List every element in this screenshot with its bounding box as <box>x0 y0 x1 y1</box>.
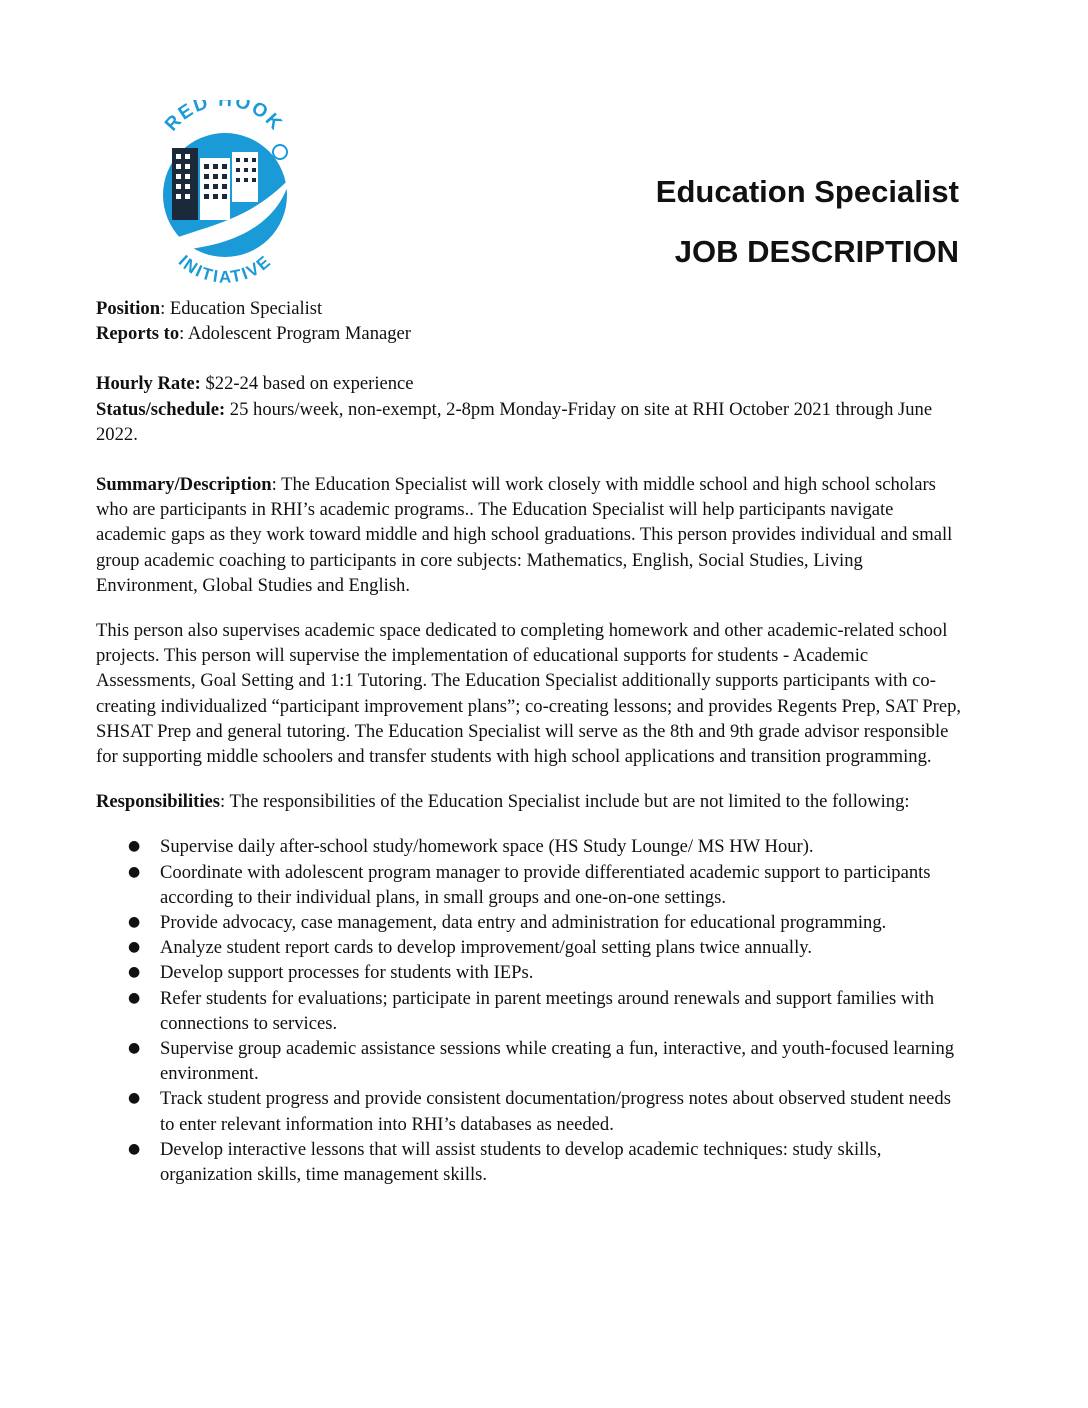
bullet-icon: ● <box>128 1040 141 1057</box>
bullet-icon: ● <box>128 989 141 1006</box>
red-hook-initiative-logo <box>140 100 310 285</box>
summary-label: Summary/Description <box>96 474 272 496</box>
list-item-text: Supervise daily after-school study/homework space (HS Study Lounge/ MS HW Hour). <box>160 836 814 858</box>
bullet-icon: ● <box>128 863 141 880</box>
hourly-rate-line <box>96 371 964 396</box>
hourly-rate-label: Hourly Rate: <box>96 373 201 395</box>
responsibilities-intro <box>96 789 964 814</box>
list-item-text: Supervise group academic assistance sessions while creating a fun, interactive, and youth-focused learning environment. <box>160 1038 955 1085</box>
status-value: 25 hours/week, non-exempt, 2-8pm Monday-Friday on site at RHI October 2021 through June 2022. <box>96 398 933 445</box>
bullet-icon: ● <box>128 1140 141 1157</box>
list-item <box>96 960 964 985</box>
summary-paragraph <box>96 472 964 598</box>
reports-to-value: : Adolescent Program Manager <box>179 323 411 345</box>
logo-bottom-text: INITIATIVE <box>174 251 276 285</box>
list-item <box>96 860 964 910</box>
list-item-text: Refer students for evaluations; participate in parent meetings around renewals and support families with connections to services. <box>160 987 934 1034</box>
bullet-icon: ● <box>128 939 141 956</box>
reports-to-label: Reports to <box>96 323 180 345</box>
position-line <box>96 296 964 321</box>
bullet-icon: ● <box>128 838 141 855</box>
supervision-paragraph: This person also supervises academic space dedicated to completing homework and other academic-related school projects. This person will supervise the implementation of educational supports for students - Academic Assessments, Goal Setting and 1:1 Tutoring. The Education Specialist additionally supports participants with co-creating individualized “participant improvement plans”; co-creating lessons; and provides Regents Prep, SAT Prep, SHSAT Prep and general tutoring. The Education Specialist will serve as the 8th and 9th grade advisor responsible for supporting middle schoolers and transfer students with high school applications and transition programming. <box>96 620 962 768</box>
page-subtitle: JOB DESCRIPTION <box>674 234 959 269</box>
list-item <box>96 910 964 935</box>
list-item-text: Coordinate with adolescent program manager to provide differentiated academic support to participants according to their individual plans, in small groups and one-on-one settings. <box>160 861 931 908</box>
document-body <box>96 296 964 1187</box>
bullet-icon: ● <box>128 914 141 931</box>
reports-to-line <box>96 321 964 346</box>
summary-text: : The Education Specialist will work closely with middle school and high school scholars who are participants in RHI’s academic programs.. The Education Specialist will help participants navigate academic gaps as they work toward middle and high school graduations. This person provides individual and small group academic coaching to participants in core subjects: Mathematics, English, Social Studies, Living Environment, Global Studies and English. <box>96 474 953 596</box>
list-item-text: Develop support processes for students with IEPs. <box>160 962 534 984</box>
spacer <box>96 447 964 472</box>
list-item <box>96 1137 964 1187</box>
logo-top-text: RED HOOK <box>161 100 287 136</box>
position-label: Position <box>96 298 161 319</box>
list-item <box>96 834 964 859</box>
list-item-text: Provide advocacy, case management, data entry and administration for educational programming. <box>160 912 887 934</box>
list-item-text: Develop interactive lessons that will assist students to develop academic techniques: study skills, organization skills, time management skills. <box>160 1138 882 1186</box>
list-item <box>96 1036 964 1086</box>
responsibilities-label: Responsibilities <box>96 791 220 813</box>
bullet-icon: ● <box>128 1090 141 1107</box>
hourly-rate-value: $22-24 based on experience <box>200 373 414 395</box>
bullet-icon: ● <box>128 964 141 981</box>
list-item <box>96 1086 964 1136</box>
responsibilities-list <box>96 834 964 1187</box>
status-label: Status/schedule: <box>96 398 226 420</box>
list-item <box>96 986 964 1036</box>
spacer <box>96 346 964 371</box>
list-item <box>96 935 964 960</box>
list-item-text: Track student progress and provide consistent documentation/progress notes about observed student needs to enter relevant information into RHI’s databases as needed. <box>160 1088 951 1135</box>
svg-text:RED HOOK <box>161 100 287 135</box>
list-item-text: Analyze student report cards to develop improvement/goal setting plans twice annually. <box>160 937 812 959</box>
responsibilities-intro-text: : The responsibilities of the Education Specialist include but are not limited to the following: <box>219 791 910 813</box>
status-line <box>96 397 964 447</box>
page-title: Education Specialist <box>655 174 959 209</box>
position-value: : Education Specialist <box>160 298 323 319</box>
